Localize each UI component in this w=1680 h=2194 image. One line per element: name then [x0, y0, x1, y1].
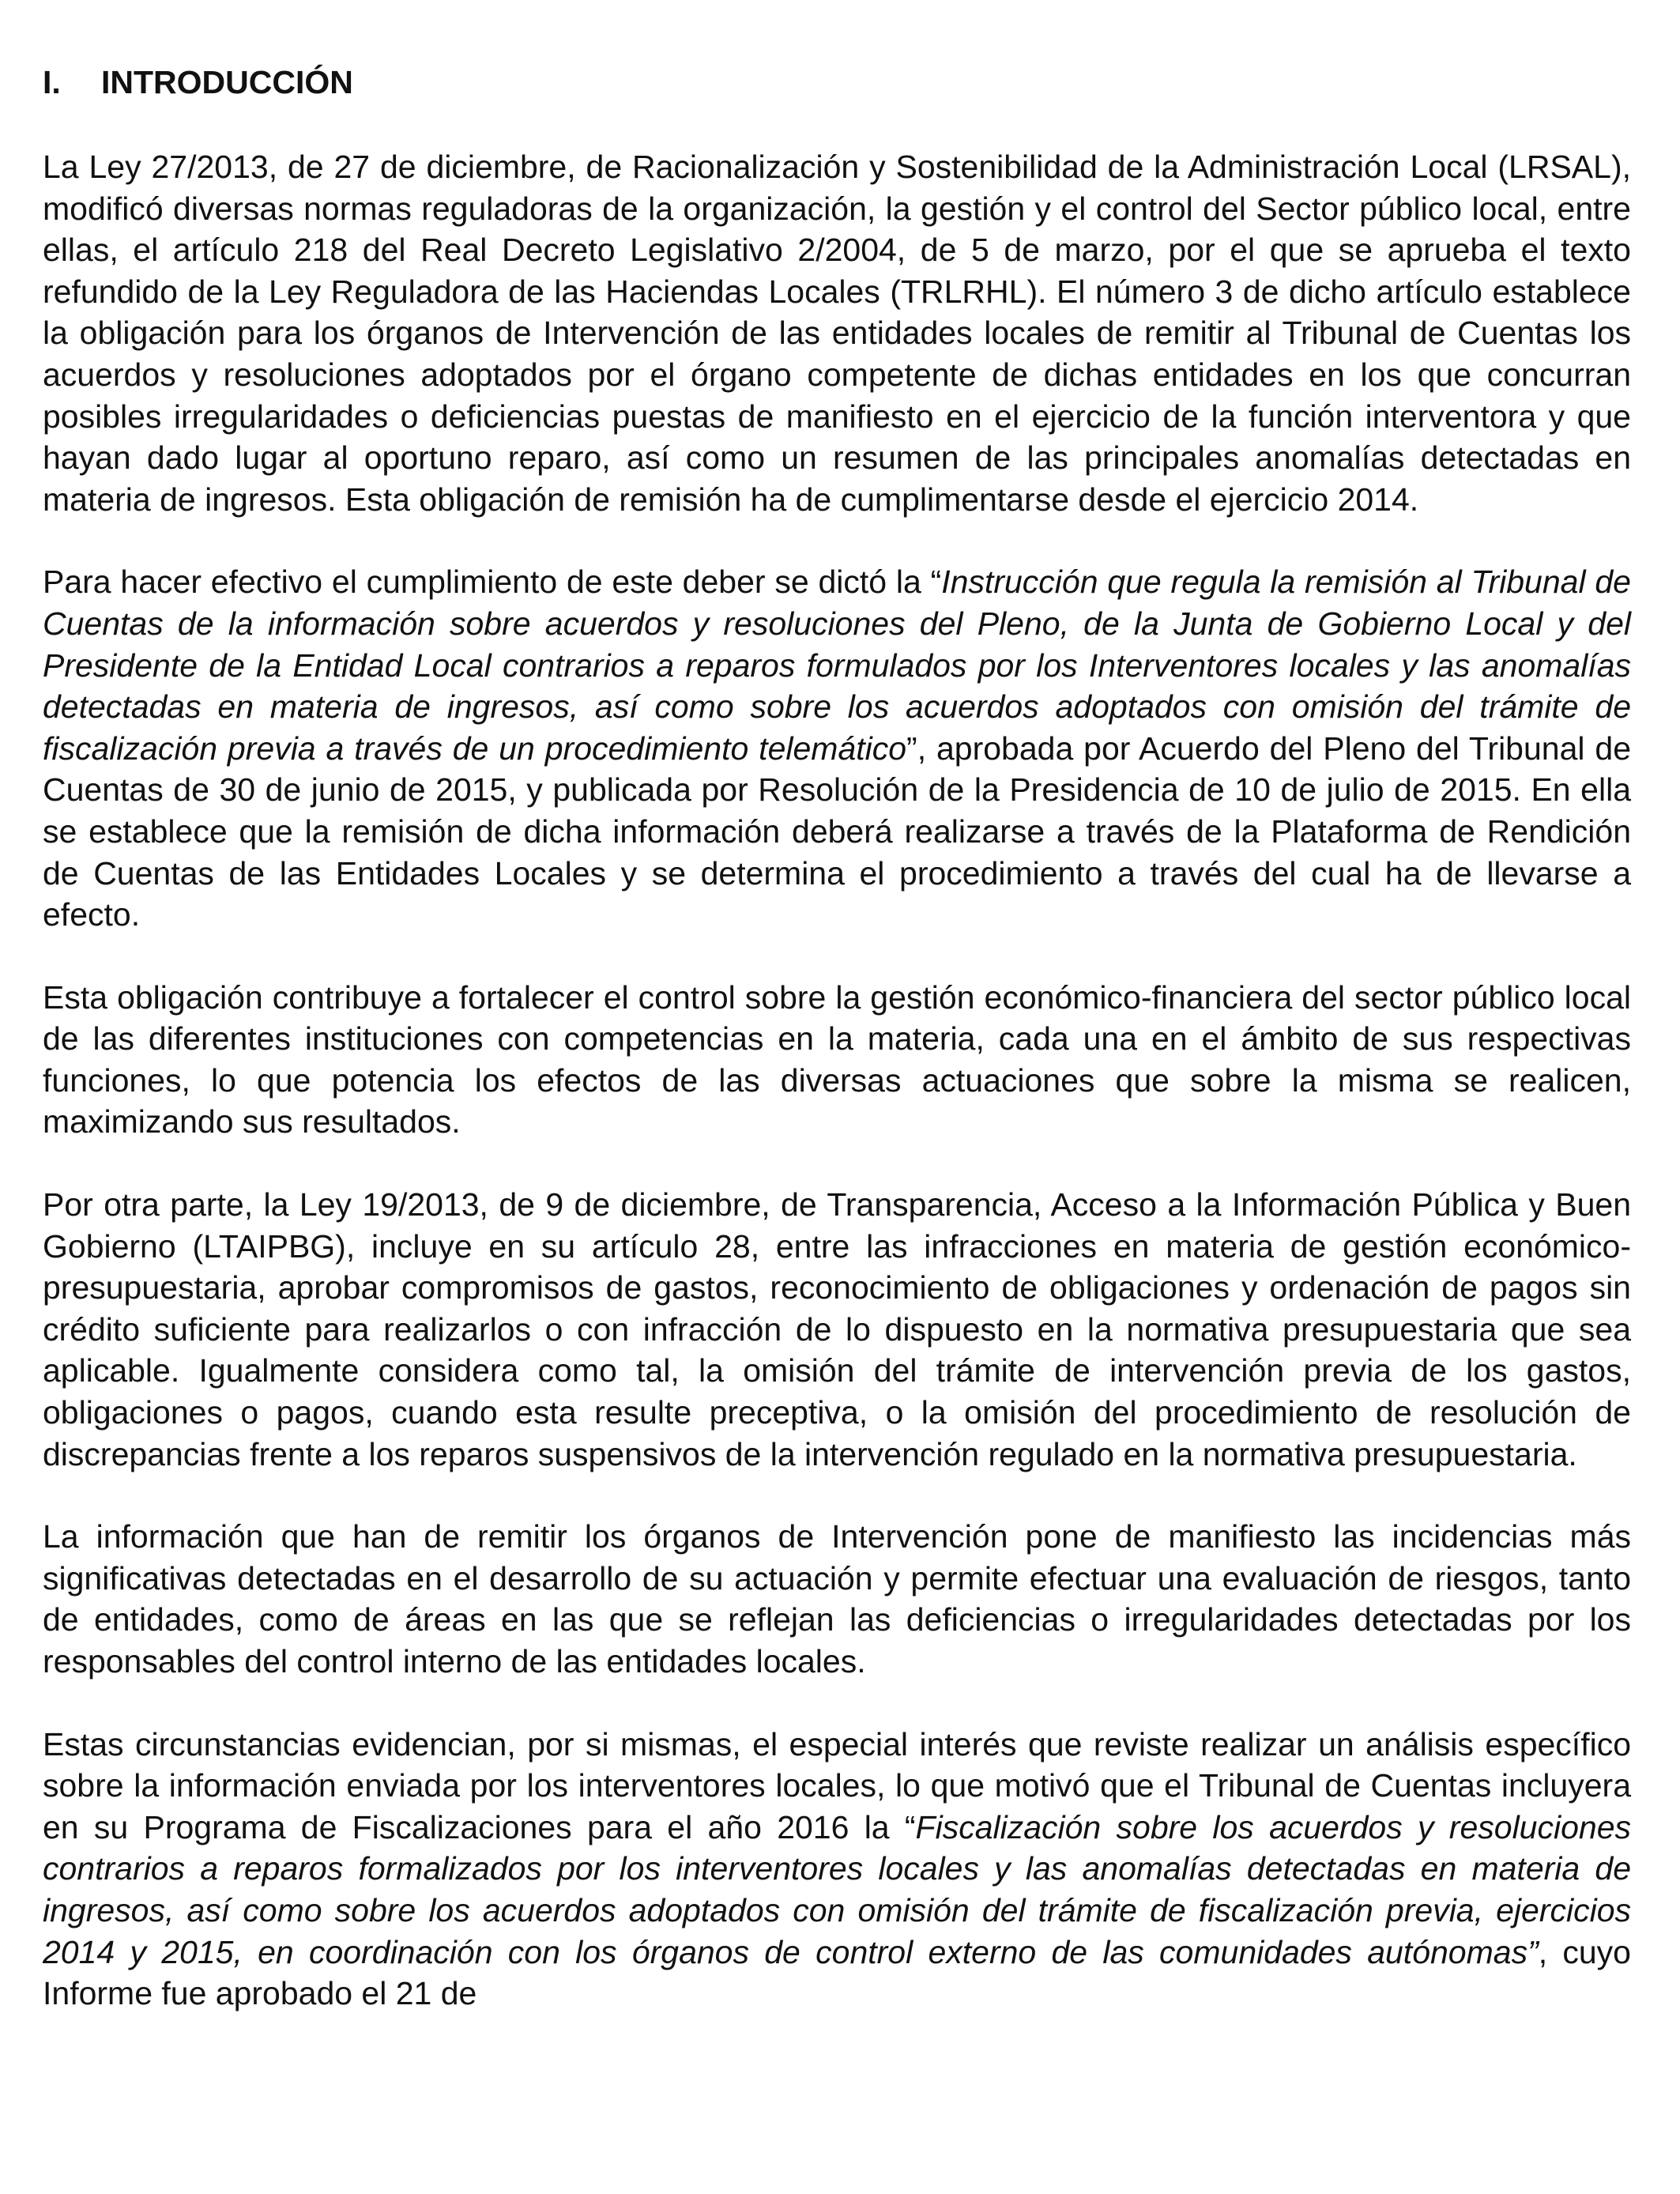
section-title: INTRODUCCIÓN [101, 64, 353, 100]
paragraph-lrsal [43, 146, 1631, 520]
paragraph-text: , cuyo Informe fue aprobado el 21 de [43, 1933, 1631, 2012]
document-page [43, 62, 1631, 2056]
paragraph-text: ”, aprobada por Acuerdo del Pleno del Tribunal de Cuentas de 30 de junio de 2015, y publicada por Resolución de la Presidencia de 10 de julio de 2015. En ella se establece que la remisión de dicha información deberá realizarse a través de la Plataforma de Rendición de Cuentas de las Entidades Locales y se determina el procedimiento a través del cual ha de llevarse a efecto. [43, 729, 1631, 933]
instruccion-title: Instrucción que regula la remisión al Tribunal de Cuentas de la información sobre acuerdos y resoluciones del Pleno, de la Junta de Gobierno Local y del Presidente de la Entidad Local contrarios a reparos formulados por los Interventores locales y las anomalías detectadas en materia de ingresos, así como sobre los acuerdos adoptados con omisión del trámite de fiscalización previa a través de un procedimiento telemático [43, 564, 1631, 767]
paragraph-text: La Ley 27/2013, de 27 de diciembre, de Racionalización y Sostenibilidad de la Administración Local (LRSAL), modificó diversas normas reguladoras de la organización, la gestión y el control del Sector público local, entre ellas, el artículo 218 del Real Decreto Legislativo 2/2004, de 5 de marzo, por el que se aprueba el texto refundido de la Ley Reguladora de las Haciendas Locales (TRLRHL). El número 3 de dicho artículo establece la obligación para los órganos de Intervención de las entidades locales de remitir al Tribunal de Cuentas los acuerdos y resoluciones adoptados por el órgano competente de dichas entidades en los que concurran posibles irregularidades o deficiencias puestas de manifiesto en el ejercicio de la función interventora y que hayan dado lugar al oportuno reparo, así como un resumen de las principales anomalías detectadas en materia de ingresos. Esta obligación de remisión ha de cumplimentarse desde el ejercicio 2014. [43, 149, 1631, 518]
paragraph-informacion [43, 1516, 1631, 1682]
section-heading [43, 62, 1631, 103]
paragraph-text: Para hacer efectivo el cumplimiento de este deber se dictó la “ [43, 564, 942, 601]
paragraph-circunstancias [43, 1724, 1631, 2015]
paragraph-obligacion [43, 977, 1631, 1143]
paragraph-text: Estas circunstancias evidencian, por si mismas, el especial interés que reviste realizar un análisis específico sobre la información enviada por los interventores locales, lo que motivó que el Tribunal de Cuentas incluyera en su Programa de Fiscalizaciones para el año 2016 la “ [43, 1725, 1631, 1845]
paragraph-ltaipbg [43, 1184, 1631, 1475]
section-number: I. [43, 64, 61, 100]
fiscalizacion-title: Fiscalización sobre los acuerdos y resoluciones contrarios a reparos formalizados por los interventores locales y las anomalías detectadas en materia de ingresos, así como sobre los acuerdos adoptados con omisión del trámite de fiscalización previa, ejercicios 2014 y 2015, en coordinación con los órganos de control externo de las comunidades autónomas” [43, 1808, 1631, 1970]
paragraph-instruccion [43, 561, 1631, 935]
paragraph-text: Por otra parte, la Ley 19/2013, de 9 de diciembre, de Transparencia, Acceso a la Información Pública y Buen Gobierno (LTAIPBG), incluye en su artículo 28, entre las infracciones en materia de gestión económico-presupuestaria, aprobar compromisos de gastos, reconocimiento de obligaciones y ordenación de pagos sin crédito suficiente para realizarlos o con infracción de lo dispuesto en la normativa presupuestaria que sea aplicable. Igualmente considera como tal, la omisión del trámite de intervención previa de los gastos, obligaciones o pagos, cuando esta resulte preceptiva, o la omisión del procedimiento de resolución de discrepancias frente a los reparos suspensivos de la intervención regulado en la normativa presupuestaria. [43, 1186, 1631, 1472]
paragraph-text: La información que han de remitir los órganos de Intervención pone de manifiesto las incidencias más significativas detectadas en el desarrollo de su actuación y permite efectuar una evaluación de riesgos, tanto de entidades, como de áreas en las que se reflejan las deficiencias o irregularidades detectadas por los responsables del control interno de las entidades locales. [43, 1518, 1631, 1679]
paragraph-text: Esta obligación contribuye a fortalecer el control sobre la gestión económico-financiera del sector público local de las diferentes instituciones con competencias en la materia, cada una en el ámbito de sus respectivas funciones, lo que potencia los efectos de las diversas actuaciones que sobre la misma se realicen, maximizando sus resultados. [43, 978, 1631, 1140]
